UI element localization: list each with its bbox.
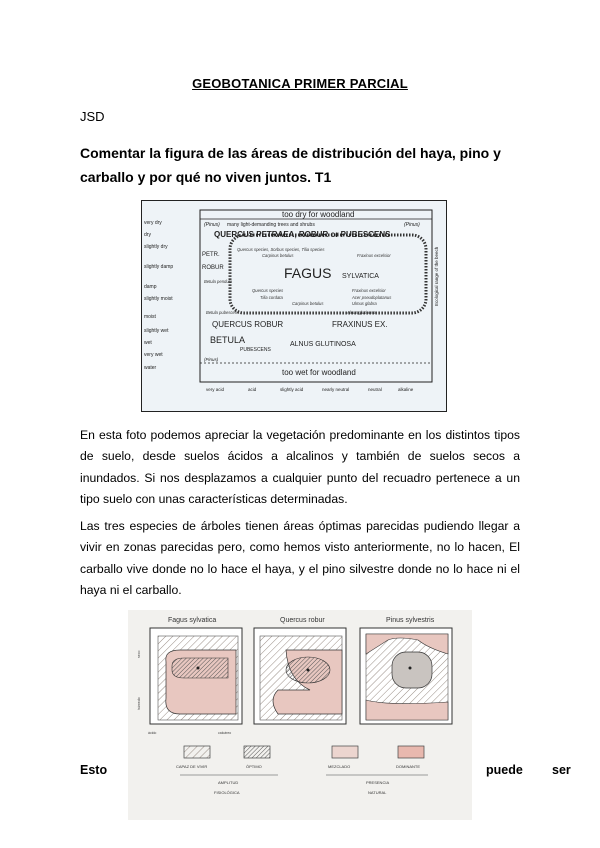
legend-label: ÓPTIMO	[246, 764, 262, 769]
fagus-label: FAGUS	[284, 265, 332, 281]
pinus-panel	[360, 628, 452, 724]
betula-label: BETULA	[210, 335, 246, 345]
species-label: Carpinus betulus	[262, 253, 294, 258]
question-heading: Comentar la figura de las áreas de distribución del haya, pino y carballo y por qué no viven juntos. T1	[80, 145, 501, 185]
axis-label-dry: seco	[137, 650, 141, 658]
moisture-label: water	[144, 365, 157, 371]
legend-label: MEZCLADO	[328, 764, 351, 769]
paragraph-1: En esta foto podemos apreciar la vegetación predominante en los distintos tipos de suelo, desde suelos ácidos a alcalinos y también de suelos secos a inundados. Si nos desplazamos a cualquier punto del recuadro pertenece a un tipo suelo con unas características determinadas.	[80, 428, 520, 506]
legend-group-label: AMPLITUD	[218, 780, 239, 785]
moisture-label: wet	[144, 340, 152, 346]
pinus-label: (Pinus)	[204, 357, 219, 362]
species-label: Alnus glutinosa	[347, 310, 376, 315]
ph-label: nearly neutral	[322, 387, 350, 392]
moisture-label: damp	[144, 284, 157, 290]
fraxinus-label: FRAXINUS EX.	[332, 320, 388, 329]
trailing-word-ser: ser	[552, 763, 571, 777]
moisture-label: very dry	[144, 220, 162, 226]
legend-swatch	[332, 746, 358, 758]
legend-swatch	[184, 746, 210, 758]
light-trees-label: many light-demanding trees and shrubs	[227, 222, 315, 228]
alnus-label: ALNUS GLUTINOSA	[290, 341, 356, 348]
species-label: Tilia cordata	[260, 295, 283, 300]
moisture-label: slightly wet	[144, 328, 169, 334]
legend-group-label: PRESENCIA	[366, 780, 390, 785]
pubescens-label: PUBESCENS	[240, 347, 271, 353]
moisture-label: moist	[144, 314, 156, 320]
trailing-word-esto: Esto	[80, 763, 108, 777]
species-label: Fraxinus excelsior	[352, 288, 386, 293]
species-label: Betula pendula	[204, 279, 232, 284]
species-label: Quercus species, Sorbus species, Tilia species	[237, 247, 325, 252]
species-label: Fraxinus excelsior	[357, 253, 391, 258]
species-label: Acer pseudoplatanus	[352, 295, 392, 300]
moisture-label: slightly damp	[144, 264, 174, 270]
petr-label: PETR.	[202, 252, 220, 258]
pinus-label: (Pinus)	[404, 222, 420, 228]
moisture-label: dry	[144, 232, 151, 238]
sylvatica-label: SYLVATICA	[342, 273, 379, 280]
legend-label: DOMINANTE	[396, 764, 420, 769]
species-label: Quercus species	[252, 288, 284, 293]
document-title: GEOBOTANICA PRIMER PARCIAL	[192, 76, 408, 91]
legend-label: CAPAZ DE VIVIR	[176, 764, 208, 769]
moisture-label: very wet	[144, 352, 163, 358]
legend-group-label: FISIOLÓGICA	[214, 790, 240, 795]
moisture-label: slightly moist	[144, 296, 173, 302]
panel-title: Fagus sylvatica	[168, 617, 217, 624]
too-dry-label: too dry for woodland	[282, 210, 355, 219]
panel-title: Quercus robur	[280, 617, 325, 624]
species-comparison-figure	[128, 610, 472, 820]
moisture-label: slightly dry	[144, 244, 168, 250]
ph-label: very acid	[206, 387, 225, 392]
beech-range-diagram	[142, 201, 446, 411]
species-label: Carpinus betulus	[292, 301, 324, 306]
species-label: Ulmus glabra	[352, 301, 377, 306]
ph-label: alkaline	[398, 387, 414, 392]
quercus-petraea-label: QUERCUS PETRAEA, ROBUR or PUBESCENS	[214, 230, 391, 239]
axis-label-calcareous: calcáreo	[218, 731, 232, 735]
author-initials: JSD	[80, 109, 105, 124]
beech-range-side-label: Ecological range of the beech	[434, 246, 439, 306]
legend-swatch	[244, 746, 270, 758]
paragraph-2: Las tres especies de árboles tienen áreas óptimas parecidas pudiendo llegar a vivir en zonas parecidas pero, como hemos visto anteriormente, no lo hacen, El carballo vive donde no lo hace el haya, y el pino silvestre donde no lo hace ni el haya ni el carballo.	[80, 519, 520, 597]
too-wet-label: too wet for woodland	[282, 368, 356, 377]
axis-label-wet: húmedo	[137, 697, 141, 710]
beech-range-figure	[141, 200, 447, 412]
legend-group-label: NATURAL	[368, 790, 387, 795]
ph-label: acid	[248, 387, 257, 392]
pinus-label: (Pinus)	[204, 222, 220, 228]
panel-title: Pinus sylvestris	[386, 617, 435, 624]
trailing-word-puede: puede	[486, 763, 523, 777]
species-label: Betula pubescens	[206, 310, 240, 315]
fagus-panel	[150, 628, 242, 724]
legend-swatch	[398, 746, 424, 758]
ph-label: slightly acid	[280, 387, 304, 392]
robur-label: ROBUR	[202, 265, 224, 271]
quercus-robur-label: QUERCUS ROBUR	[212, 320, 284, 329]
quercus-panel	[254, 628, 346, 724]
axis-label-acid: ácido	[148, 731, 157, 735]
ph-label: neutral	[368, 387, 382, 392]
species-comparison-diagram	[128, 610, 472, 820]
